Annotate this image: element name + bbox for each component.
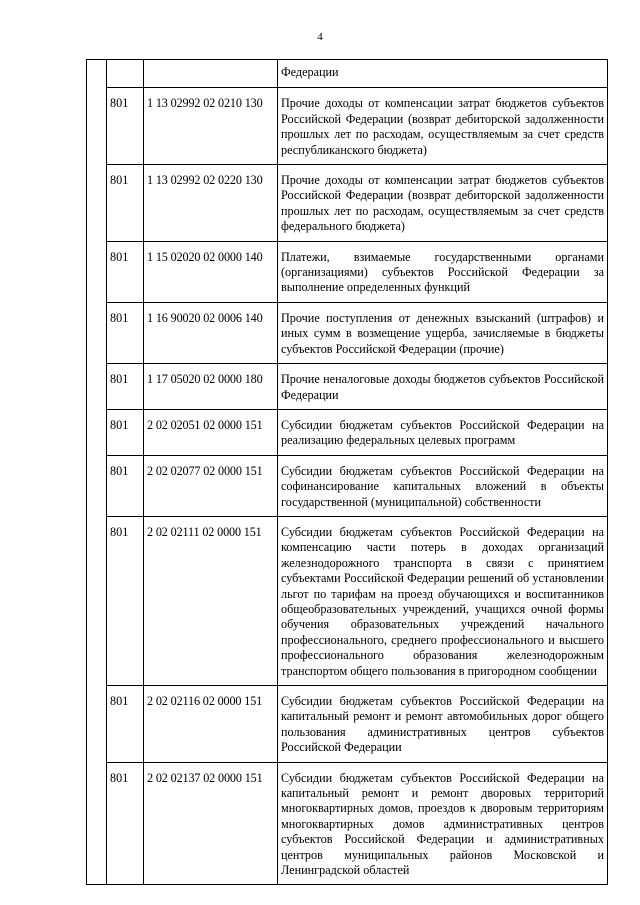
kbk-code-cell: 2 02 02116 02 0000 151 xyxy=(144,686,278,763)
revenue-name-cell: Федерации xyxy=(278,60,608,88)
kbk-code-cell: 2 02 02077 02 0000 151 xyxy=(144,455,278,516)
kbk-code-cell: 1 15 02020 02 0000 140 xyxy=(144,241,278,302)
revenue-name-cell: Прочие доходы от компенсации затрат бюджетов субъектов Российской Федерации (возврат дебиторской задолженности прошлых лет по расходам, осуществляемым за счет средств республиканского бюджета) xyxy=(278,88,608,165)
table-row-continuation xyxy=(87,60,608,88)
table-row xyxy=(87,409,608,455)
admin-code-cell: 801 xyxy=(107,762,144,885)
kbk-code-cell: 1 13 02992 02 0210 130 xyxy=(144,88,278,165)
revenue-name-cell: Прочие поступления от денежных взысканий (штрафов) и иных сумм в возмещение ущерба, зачисляемые в бюджеты субъектов Российской Федерации (прочие) xyxy=(278,302,608,363)
revenue-name-cell: Субсидии бюджетам субъектов Российской Федерации на софинансирование капитальных вложений в объекты государственной (муниципальной) собственности xyxy=(278,455,608,516)
table-row xyxy=(87,241,608,302)
kbk-code-cell: 1 16 90020 02 0006 140 xyxy=(144,302,278,363)
table-row xyxy=(87,88,608,165)
admin-code-cell: 801 xyxy=(107,364,144,410)
admin-code-cell: 801 xyxy=(107,302,144,363)
admin-code-cell: 801 xyxy=(107,686,144,763)
kbk-code-cell: 2 02 02111 02 0000 151 xyxy=(144,516,278,685)
revenue-name-cell: Прочие доходы от компенсации затрат бюджетов субъектов Российской Федерации (возврат дебиторской задолженности прошлых лет по расходам, осуществляемым за счет средств федерального бюджета) xyxy=(278,165,608,242)
admin-code-cell: 801 xyxy=(107,516,144,685)
table-row xyxy=(87,686,608,763)
kbk-code-cell: 2 02 02137 02 0000 151 xyxy=(144,762,278,885)
kbk-code-cell: 1 17 05020 02 0000 180 xyxy=(144,364,278,410)
revenue-name-cell: Прочие неналоговые доходы бюджетов субъектов Российской Федерации xyxy=(278,364,608,410)
revenue-name-cell: Субсидии бюджетам субъектов Российской Федерации на капитальный ремонт и ремонт автомобильных дорог общего пользования административных центров субъектов Российской Федерации xyxy=(278,686,608,763)
table-row xyxy=(87,302,608,363)
table-row xyxy=(87,762,608,885)
revenue-name-cell: Субсидии бюджетам субъектов Российской Федерации на компенсацию части потерь в доходах организаций железнодорожного транспорта в связи с принятием субъектами Российской Федерации решений об установлении льгот по тарифам на проезд обучающихся и воспитанников общеобразовательных учреждений, учащихся очной формы обучения образовательных учреждений начального профессионального, среднего профессионального и высшего профессионального образования железнодорожным транспортом общего пользования в пригородном сообщении xyxy=(278,516,608,685)
kbk-code-cell: 1 13 02992 02 0220 130 xyxy=(144,165,278,242)
kbk-code-cell: 2 02 02051 02 0000 151 xyxy=(144,409,278,455)
revenue-name-cell: Субсидии бюджетам субъектов Российской Федерации на капитальный ремонт и ремонт дворовых территорий многоквартирных домов, проездов к дворовым территориям многоквартирных домов административных центров субъектов Российской Федерации и административных центров муниципальных районов Московской и Ленинградской областей xyxy=(278,762,608,885)
revenue-codes-table xyxy=(86,59,608,885)
admin-code-cell: 801 xyxy=(107,88,144,165)
admin-code-cell: 801 xyxy=(107,165,144,242)
admin-code-cell: 801 xyxy=(107,409,144,455)
admin-code-cell: 801 xyxy=(107,455,144,516)
table-row xyxy=(87,516,608,685)
kbk-code-cell xyxy=(144,60,278,88)
margin-cell xyxy=(87,60,107,885)
revenue-name-cell: Субсидии бюджетам субъектов Российской Федерации на реализацию федеральных целевых программ xyxy=(278,409,608,455)
revenue-name-cell: Платежи, взимаемые государственными органами (организациями) субъектов Российской Федерации за выполнение определенных функций xyxy=(278,241,608,302)
admin-code-cell: 801 xyxy=(107,241,144,302)
admin-code-cell xyxy=(107,60,144,88)
table-row xyxy=(87,455,608,516)
table-body xyxy=(87,60,608,885)
page-number: 4 xyxy=(317,31,323,43)
table-row xyxy=(87,364,608,410)
table-row xyxy=(87,165,608,242)
